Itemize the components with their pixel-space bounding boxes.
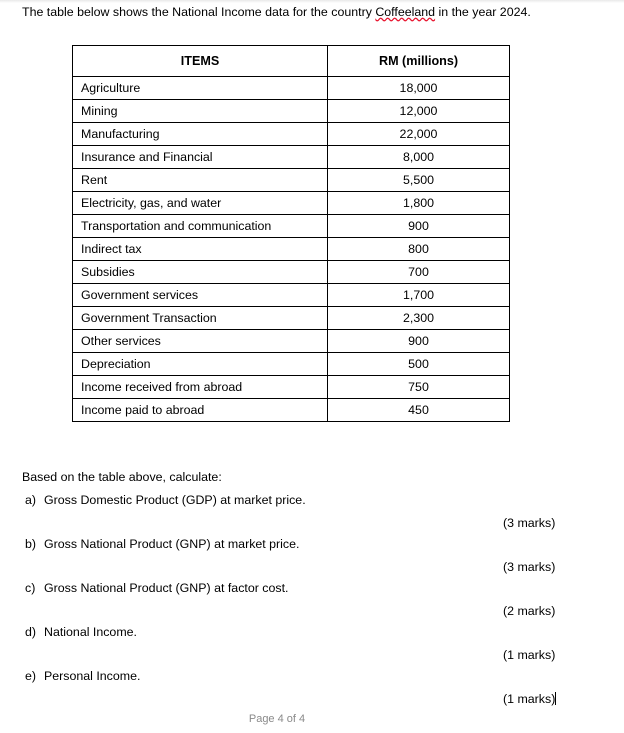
table-cell-value: 900 [328, 215, 510, 238]
table-cell-item: Agriculture [73, 77, 328, 100]
table-cell-item: Government Transaction [73, 307, 328, 330]
questions-list [0, 493, 624, 713]
table-header-row [73, 46, 510, 77]
question-marks-label: (1 marks) [503, 692, 556, 706]
table-cell-value: 5,500 [328, 169, 510, 192]
table-row [73, 100, 510, 123]
table-cell-item: Income paid to abroad [73, 399, 328, 422]
question-marks [503, 604, 555, 618]
table-cell-value: 8,000 [328, 146, 510, 169]
table-cell-item: Government services [73, 284, 328, 307]
table-cell-item: Rent [73, 169, 328, 192]
question-item [0, 493, 624, 537]
table-cell-item: Mining [73, 100, 328, 123]
question-marker: a) [25, 493, 37, 507]
table-cell-value: 800 [328, 238, 510, 261]
question-text: Gross National Product (GNP) at market price. [44, 537, 300, 551]
table-cell-item: Other services [73, 330, 328, 353]
table-header [73, 46, 510, 77]
table-cell-value: 1,700 [328, 284, 510, 307]
text-cursor-caret [555, 692, 556, 705]
table-cell-value: 750 [328, 376, 510, 399]
column-header-value: RM (millions) [328, 46, 510, 77]
table-row [73, 192, 510, 215]
national-income-table [72, 45, 510, 422]
question-marks [503, 516, 555, 530]
intro-text-before: The table below shows the National Income data for the country [22, 5, 376, 19]
question-marker: e) [25, 669, 37, 683]
page-footer: Page 4 of 4 [248, 713, 306, 725]
table-row [73, 307, 510, 330]
table-cell-item: Income received from abroad [73, 376, 328, 399]
table-cell-value: 2,300 [328, 307, 510, 330]
table-row [73, 284, 510, 307]
table-row [73, 376, 510, 399]
question-marks-label: (1 marks) [503, 648, 556, 662]
question-marks-label: (3 marks) [503, 516, 556, 530]
question-item [0, 625, 624, 669]
calculate-prompt: Based on the table above, calculate: [22, 470, 222, 484]
page-top-edge [0, 0, 624, 3]
question-marks [503, 692, 556, 706]
table-cell-item: Electricity, gas, and water [73, 192, 328, 215]
table-cell-value: 700 [328, 261, 510, 284]
table-row [73, 330, 510, 353]
table-cell-value: 500 [328, 353, 510, 376]
table-cell-value: 12,000 [328, 100, 510, 123]
table-row [73, 123, 510, 146]
table-cell-item: Depreciation [73, 353, 328, 376]
table-row [73, 146, 510, 169]
question-text: National Income. [44, 625, 137, 639]
question-marker: d) [25, 625, 37, 639]
table-cell-item: Manufacturing [73, 123, 328, 146]
table-cell-item: Indirect tax [73, 238, 328, 261]
table-cell-value: 1,800 [328, 192, 510, 215]
intro-paragraph [22, 4, 602, 20]
question-text: Personal Income. [44, 669, 141, 683]
question-item [0, 669, 624, 713]
table-row [73, 261, 510, 284]
question-marks-label: (2 marks) [503, 604, 556, 618]
question-marker: c) [25, 581, 36, 595]
question-marks-label: (3 marks) [503, 560, 556, 574]
question-marks [503, 648, 555, 662]
question-marks [503, 560, 555, 574]
question-text: Gross Domestic Product (GDP) at market price. [44, 493, 306, 507]
spellcheck-word-coffeeland[interactable]: Coffeeland [375, 5, 436, 19]
table-row [73, 399, 510, 422]
table-cell-value: 900 [328, 330, 510, 353]
table-cell-item: Transportation and communication [73, 215, 328, 238]
question-item [0, 537, 624, 581]
table-row [73, 353, 510, 376]
table-row [73, 169, 510, 192]
table-cell-item: Subsidies [73, 261, 328, 284]
question-text: Gross National Product (GNP) at factor cost. [44, 581, 289, 595]
question-marker: b) [25, 537, 37, 551]
question-item [0, 581, 624, 625]
table-row [73, 215, 510, 238]
intro-text-after: in the year 2024. [435, 5, 531, 19]
table-row [73, 238, 510, 261]
table-row [73, 77, 510, 100]
table-cell-value: 18,000 [328, 77, 510, 100]
table-cell-value: 450 [328, 399, 510, 422]
column-header-items: ITEMS [73, 46, 328, 77]
table-body [73, 77, 510, 422]
table-cell-value: 22,000 [328, 123, 510, 146]
table-cell-item: Insurance and Financial [73, 146, 328, 169]
